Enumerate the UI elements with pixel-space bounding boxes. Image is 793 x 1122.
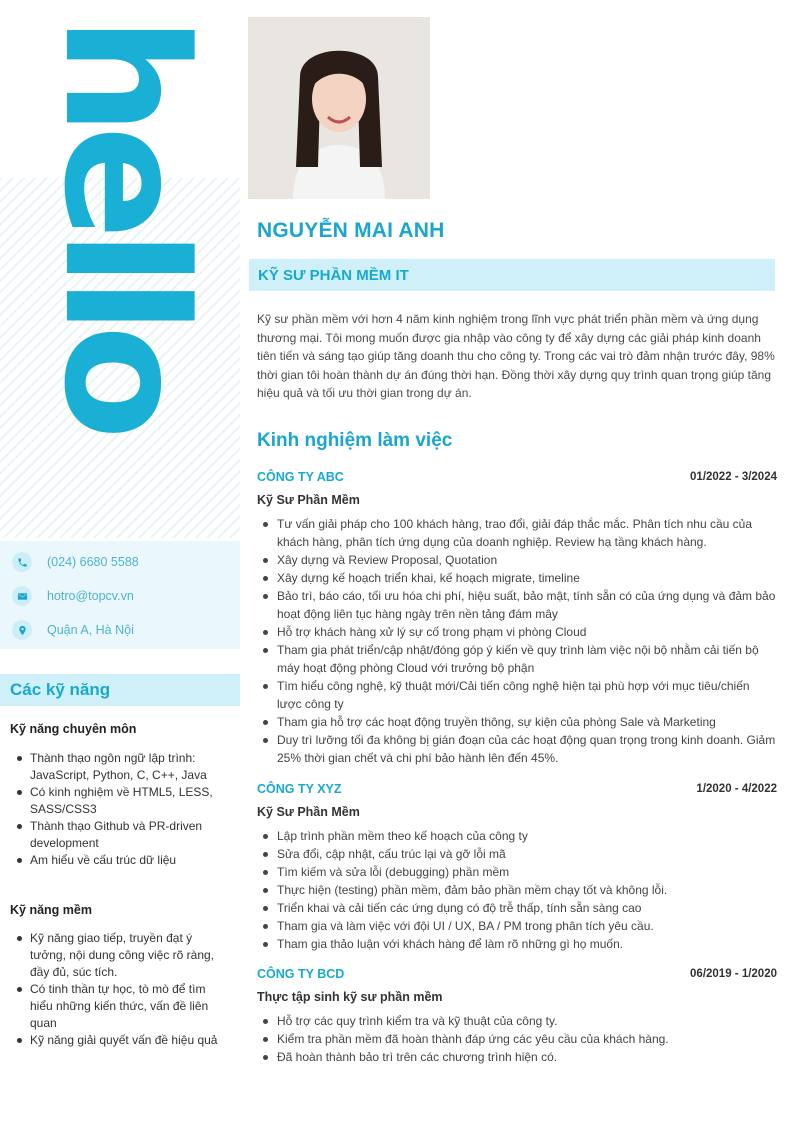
duty-list bbox=[257, 827, 777, 953]
job-position: Kỹ Sư Phần Mềm bbox=[257, 493, 360, 507]
company-name: CÔNG TY ABC bbox=[257, 470, 344, 484]
list-item: Am hiểu về cấu trúc dữ liệu bbox=[14, 852, 226, 869]
list-item: Sửa đổi, cập nhật, cấu trúc lại và gỡ lỗi mã bbox=[261, 845, 777, 863]
location-icon bbox=[12, 620, 32, 640]
phone-icon bbox=[12, 552, 32, 572]
job-entry bbox=[257, 781, 777, 953]
hard-skills-title: Kỹ năng chuyên môn bbox=[10, 722, 137, 736]
job-entry bbox=[257, 966, 777, 1066]
email-address: hotro@topcv.vn bbox=[47, 589, 134, 603]
list-item: Kỹ năng giải quyết vấn đề hiệu quả bbox=[14, 1032, 226, 1049]
list-item: Tham gia thảo luận với khách hàng để làm rõ những gì họ muốn. bbox=[261, 935, 777, 953]
company-name: CÔNG TY XYZ bbox=[257, 782, 342, 796]
job-position: Thực tập sinh kỹ sư phần mềm bbox=[257, 990, 443, 1004]
list-item: Đã hoàn thành bảo trì trên các chương trình hiện có. bbox=[261, 1048, 777, 1066]
contact-email bbox=[12, 585, 134, 607]
hello-decoration bbox=[27, 15, 223, 431]
soft-skills-list bbox=[14, 930, 226, 1049]
list-item: Hỗ trợ các quy trình kiểm tra và kỹ thuật của công ty. bbox=[261, 1012, 777, 1030]
list-item: Bảo trì, báo cáo, tối ưu hóa chi phí, hiệu suất, bảo mật, tính sẵn có của ứng dụng và đảm bảo hoạt động liên tục hàng ngày trên nền tảng đám mây bbox=[261, 587, 777, 623]
list-item: Có tinh thần tự học, tò mò để tìm hiểu những kiến thức, vấn đề liên quan bbox=[14, 981, 226, 1032]
skills-heading: Các kỹ năng bbox=[10, 680, 111, 699]
list-item: Lập trình phần mềm theo kế hoạch của công ty bbox=[261, 827, 777, 845]
list-item: Duy trì lưỡng tối đa không bị gián đoạn của các hoạt động quan trọng trong kinh doanh. Giảm 25% thời gian chết và chi phí bảo hành lên đến 45%. bbox=[261, 731, 777, 767]
list-item: Triển khai và cải tiến các ứng dụng có độ trễ thấp, tính sẵn sàng cao bbox=[261, 899, 777, 917]
list-item: Tư vấn giải pháp cho 100 khách hàng, trao đổi, giải đáp thắc mắc. Phân tích nhu cầu của khách hàng, phân tích ứng dụng của doanh nghiệp. Review hạ tầng khách hàng. bbox=[261, 515, 777, 551]
soft-skills-title: Kỹ năng mềm bbox=[10, 903, 92, 917]
contact-box bbox=[0, 541, 240, 649]
list-item: Hỗ trợ khách hàng xử lý sự cố trong phạm vi phòng Cloud bbox=[261, 623, 777, 641]
job-dates: 01/2022 - 3/2024 bbox=[690, 471, 777, 483]
list-item: Thành thạo Github và PR-driven development bbox=[14, 818, 226, 852]
job-entry bbox=[257, 469, 777, 767]
email-icon bbox=[12, 586, 32, 606]
sidebar bbox=[0, 0, 240, 1122]
duty-list bbox=[257, 1012, 777, 1066]
phone-number: (024) 6680 5588 bbox=[47, 555, 139, 569]
contact-phone bbox=[12, 551, 139, 573]
role-bar bbox=[249, 259, 775, 291]
list-item: Xây dựng kế hoạch triển khai, kế hoạch migrate, timeline bbox=[261, 569, 777, 587]
list-item: Tham gia phát triển/cập nhật/đóng góp ý kiến về quy trình làm việc nội bộ nhằm cải tiến bộ máy hoạt động phòng Cloud với trưởng bộ phận bbox=[261, 641, 777, 677]
list-item: Kỹ năng giao tiếp, truyền đạt ý tưởng, nội dung công việc rõ ràng, đầy đủ, súc tích. bbox=[14, 930, 226, 981]
address-text: Quận A, Hà Nội bbox=[47, 623, 134, 637]
job-dates: 06/2019 - 1/2020 bbox=[690, 968, 777, 980]
list-item: Tham gia và làm việc với đội UI / UX, BA / PM trong phân tích yêu cầu. bbox=[261, 917, 777, 935]
list-item: Kiểm tra phần mềm đã hoàn thành đáp ứng các yêu cầu của khách hàng. bbox=[261, 1030, 777, 1048]
summary-text: Kỹ sư phần mềm với hơn 4 năm kinh nghiệm trong lĩnh vực phát triển phần mềm và ứng dụng thương mại. Tôi mong muốn được gia nhập vào công ty để xây dựng các giải pháp kinh doanh tiên tiến và sáng tạo giúp tăng doanh thu cho công ty. Trong các vai trò đảm nhận trước đây, 98% thời gian tôi hoàn thành dự án đúng thời hạn. Đồng thời xây dựng quy trình quan trọng giúp tăng hiệu quả và tối ưu thời gian trong dự án. bbox=[257, 312, 775, 400]
role-title: KỸ SƯ PHẦN MỀM IT bbox=[258, 266, 409, 284]
hello-text: hello bbox=[27, 15, 223, 431]
candidate-name: NGUYỄN MAI ANH bbox=[257, 219, 445, 242]
list-item: Thực hiện (testing) phần mềm, đảm bảo phần mềm chạy tốt và không lỗi. bbox=[261, 881, 777, 899]
list-item: Tìm kiếm và sửa lỗi (debugging) phần mềm bbox=[261, 863, 777, 881]
list-item: Có kinh nghiệm về HTML5, LESS, SASS/CSS3 bbox=[14, 784, 226, 818]
hard-skills-list bbox=[14, 750, 226, 869]
list-item: Xây dựng và Review Proposal, Quotation bbox=[261, 551, 777, 569]
skills-heading-bar bbox=[0, 674, 240, 706]
experience-heading: Kinh nghiệm làm việc bbox=[257, 430, 453, 451]
list-item: Tìm hiểu công nghệ, kỹ thuật mới/Cải tiến công nghệ hiện tại phù hợp với mục tiêu/chiến lược công ty bbox=[261, 677, 777, 713]
contact-address bbox=[12, 619, 134, 641]
duty-list bbox=[257, 515, 777, 767]
avatar bbox=[248, 17, 430, 199]
job-dates: 1/2020 - 4/2022 bbox=[696, 783, 777, 795]
list-item: Thành thạo ngôn ngữ lập trình: JavaScript, Python, C, C++, Java bbox=[14, 750, 226, 784]
list-item: Tham gia hỗ trợ các hoạt động truyền thông, sự kiện của phòng Sale và Marketing bbox=[261, 713, 777, 731]
company-name: CÔNG TY BCD bbox=[257, 967, 345, 981]
job-position: Kỹ Sư Phần Mềm bbox=[257, 805, 360, 819]
